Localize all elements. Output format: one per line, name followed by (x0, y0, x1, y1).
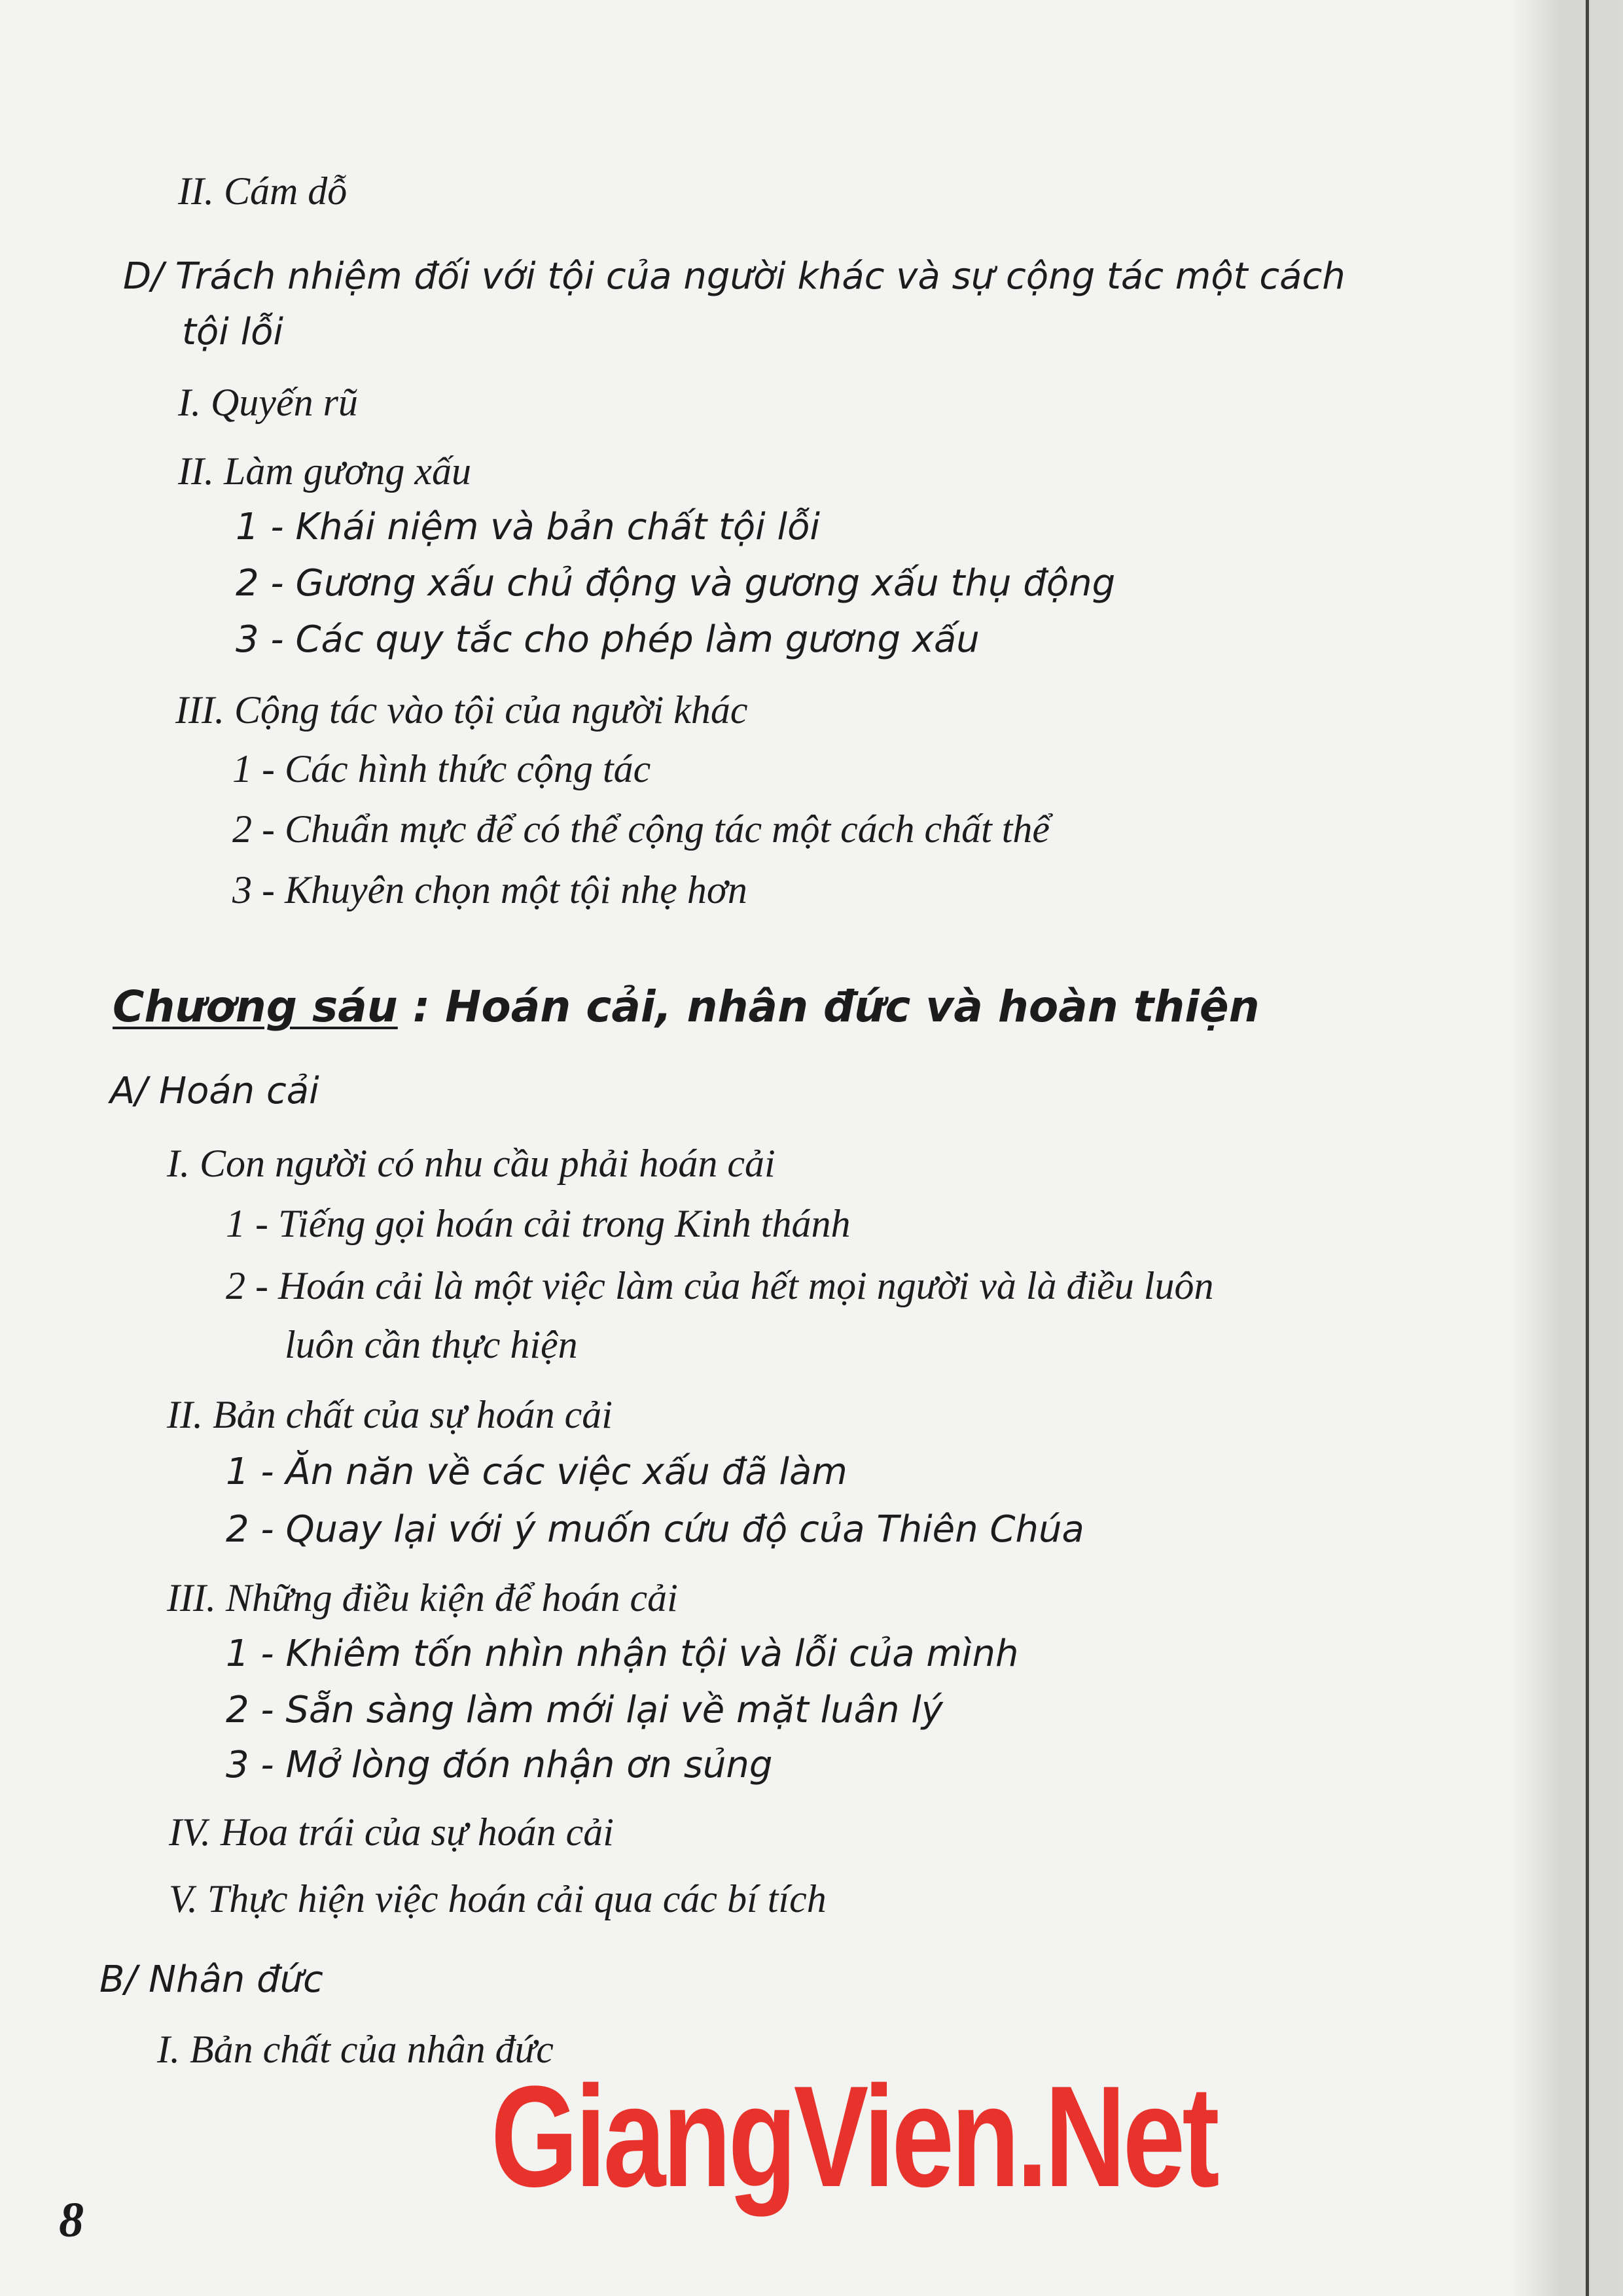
outline-line: II. Bản chất của sự hoán cải (167, 1393, 613, 1436)
outline-line: I. Bản chất của nhân đức (157, 2028, 554, 2071)
section-heading: D/ Trách nhiệm đối với tội của người khác và sự cộng tác một cách (123, 255, 1346, 298)
outline-subline: 1 - Ăn năn về các việc xấu đã làm (226, 1451, 847, 1493)
outline-line: II. Làm gương xấu (178, 450, 472, 493)
outline-line: IV. Hoa trái của sự hoán cải (169, 1810, 614, 1854)
outline-line: I. Con người có nhu cầu phải hoán cải (167, 1142, 776, 1185)
outline-subline: 2 - Sẵn sàng làm mới lại về mặt luân lý (226, 1689, 943, 1731)
outline-subline: 3 - Các quy tắc cho phép làm gương xấu (236, 618, 980, 661)
outline-subline: 3 - Mở lòng đón nhận ơn sủng (226, 1744, 773, 1786)
outline-subline: 2 - Hoán cải là một việc làm của hết mọi người và là điều luôn (226, 1264, 1214, 1307)
chapter-separator: : (397, 981, 446, 1032)
outline-subline: 3 - Khuyên chọn một tội nhẹ hơn (232, 868, 747, 911)
page-number: 8 (59, 2193, 84, 2248)
outline-line: III. Những điều kiện để hoán cải (167, 1576, 678, 1619)
outline-subline: 1 - Tiếng gọi hoán cải trong Kinh thánh (226, 1202, 851, 1245)
chapter-label: Chương sáu (113, 981, 398, 1032)
outline-subline: 1 - Các hình thức cộng tác (232, 747, 651, 790)
section-heading: A/ Hoán cải (110, 1070, 319, 1112)
chapter-heading (113, 981, 1260, 1032)
outline-subline: 2 - Chuẩn mực để có thể cộng tác một cách chất thể (232, 807, 1050, 851)
outline-line: I. Quyến rũ (178, 381, 358, 424)
section-heading: B/ Nhân đức (99, 1958, 323, 2001)
outline-subline: 1 - Khiêm tốn nhìn nhận tội và lỗi của mình (226, 1633, 1019, 1675)
outline-line: II. Cám dỗ (178, 169, 348, 213)
outline-subline: 1 - Khái niệm và bản chất tội lỗi (236, 506, 820, 548)
outline-subline-continued: luôn cần thực hiện (285, 1323, 578, 1366)
chapter-title: Hoán cải, nhân đức và hoàn thiện (445, 981, 1260, 1032)
page-edge-line (1586, 0, 1589, 2296)
section-heading-continued: tội lỗi (182, 311, 283, 353)
watermark-text: GiangVien.Net (491, 2056, 1217, 2217)
outline-line: V. Thực hiện việc hoán cải qua các bí tích (169, 1877, 827, 1920)
outline-subline: 2 - Gương xấu chủ động và gương xấu thụ động (236, 562, 1116, 605)
outline-subline: 2 - Quay lại với ý muốn cứu độ của Thiên Chúa (226, 1508, 1084, 1551)
outline-line: III. Cộng tác vào tội của người khác (175, 688, 748, 732)
page-binding-shadow (1512, 0, 1623, 2296)
